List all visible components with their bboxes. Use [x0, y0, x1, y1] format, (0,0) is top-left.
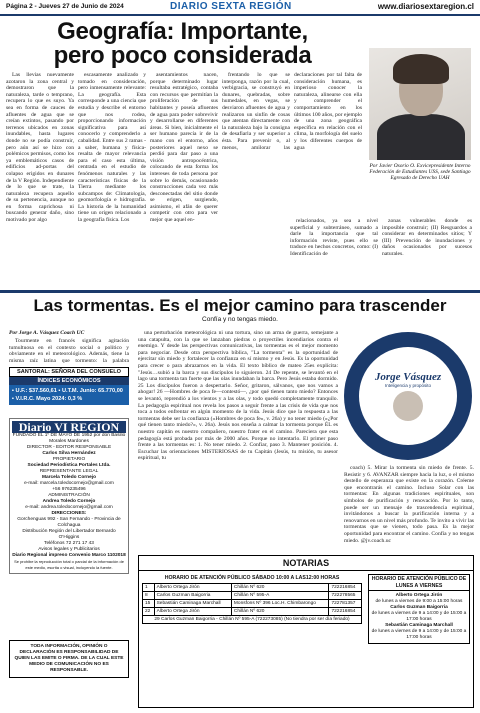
economic-indices	[9, 367, 129, 405]
masthead-box: Diario VI REGION FUNDADO EL 1º DE MAYO DE 1952 por don Basilio Morales Mardones DIRECTOR - EDITOR RESPONSABLE Carlos Silva Hernández PROPIETARIO Sociedad Periodística Portales Ltda. REPRESENTANTE LEGAL Marcela Toledo Cornejo e-mail: marcela.toledocornejo@gmail.com +56 976235496 ADMINISTRACIÓN Andrea Toledo Cornejo e-mail: andrea.toledocornejo@gmail.com DIRECCIONES: Gorchenguas 992 - San Fernando - Provincia de Colchagua Distribución Región del Libertador Bernardo O'Higgins Teléfonos 72 271 17 43 Avisos legales y Publicitarios Diario Regional impreso Convenio Marco 1102018 Se prohibe la reproducción total o parcial de la información de este medio, escrita o visual, incluyendo la fuente.	[9, 418, 129, 574]
page-date: Página 2 - Jueves 27 de Junio de 2024	[6, 3, 124, 10]
saturday-schedule: HORARIO DE ATENCIÓN PÚBLICO SÁBADO 10:00 A LAS12:00 HORAS 1 Alberto Ortega Jirón Chillán Nº 620 722216854 8 Carlos Guzman Baigorria Chillán Nº 595-A 722278565 15 Sebastián Caminaga Marchall Monsfons Nº 396 Loc.H. Chimbarongo 722781357 22 Alberto Ortega Jirón Chillán Nº 620 722216854 29 Carlos Guzman Baigorria - Chillán Nº 595-A (722273085) (No tiendra por ser día feriado)	[142, 574, 362, 624]
weekday-schedule: HORARIO DE ATENCIÓN PÚBLICO DE LUNES A VIERNES Alberto Ortega Jirón de lunes a viernes de 9:00 a 15:00 horas Carlos Guzman Baigorria de lunes a viernes de 9 a 14:00 y de 15:00 a 17:00 horas Sebastián Caminaga Marchall de lunes a viernes de 9 a 14:00 y de 15:00 a 17:00 horas	[368, 574, 470, 644]
author-photo	[369, 48, 471, 160]
notarias-title: NOTARIAS	[139, 556, 473, 571]
article2-subtitle: Confía y no tengas miedo.	[202, 316, 278, 323]
table-row: 22 Alberto Ortega Jirón Chillán Nº 620 722216854	[143, 607, 362, 615]
notarias-box	[138, 555, 474, 708]
indices-line1: ▪ U.F.: $37.560,61 ▪ U.T.M. Junio: 65.770,00	[12, 388, 123, 394]
article1-col3: asentamientos nacen, porque determinado lugar resultaba estratégico, contaba con recursos que permitían la proliferación de sus habitantes y poseía afluentes de agua para poder sobrevivir y desarrollarse en diferentes áreas. Si bien, inicialmente el ser humano parecía ir de la mano con el entorno, años posteriores aquel nexo se perdió para dar paso a una visión antropocéntrica, colocando de esta forma los intereses de toda persona por sobre lo demás, ocasionando construcciones cada vez más desconectadas del sitio donde se erigen, surgiendo, asimismo, el afán de querer competir con otro para ver mejor que aquel en-	[150, 72, 218, 224]
article1-col5: relacionados, ya sea a nivel superficial y subterráneo, sumado a darle la importancia que tal información reviste, pues ello se traduce en hechos concretos, como: (I) Identificación de	[290, 218, 378, 257]
article2-author: Por Jorge A. Vásquez Coach UC	[9, 330, 85, 336]
indices-line2: ▪ V.I.R.C. Mayo 2024: 0,3 %	[12, 396, 83, 402]
website-link[interactable]: www.diariosextaregion.cl	[377, 2, 474, 11]
article2-col3: coach) 5. Mirar la tormenta sin miedo de frente. 5. Resistir y 6. AVANZAR siempre hacia la luz, o el mismo destello de esperanza que existe en la corazón. Créeme que encontrarás el camino. Incluso Solar con las tormentas: En algunas tradiciones espirituales, son símbolos de purificación y renovación. Por lo tanto, puede ser un mensaje de trascendencia espiritual, invitándonos a buscar la purificación interna y a renovarnos en un nivel más profundo. Te invito a vivir las tormentas que se vienen, todo pasa. Es la mejor oportunidad para encontrar el camino. Confía y no tengas miedo. @jv.coach.uc	[344, 465, 474, 544]
article1-col6: zonas vulnerables donde es imposible construir; (II) Resguardos a considerar en determinados sitios; Y (III) Prevención de inundaciones y daños ocasionados por sucesos naturales.	[382, 218, 472, 257]
table-row: 8 Carlos Guzman Baigorria Chillán Nº 595-A 722278565	[143, 591, 362, 599]
coach-badge-logo: Jorge Vásquez Inteligencia y propósito	[344, 332, 472, 460]
article2-col2: una perturbación meteorológica ni una tortura, sino un arma de guerra, semejante a una catapulta, con la que se lanzaban piedras o proyectiles incendiarios contra el enemigo. Y desde las perspectivas comunicativas, las tormentas es el mejor momento para negociar. Desde otra perspectiva bíblica, "La tormenta" es la oportunidad de ejercitar sin miedo y fortalecer la confianza en sí mismo y en Jesús. Es la oportunidad para crecer o para abrazarnos en la vida. El texto bíblico de mateo 25es explícita: "Jesús…subió a la barca y sus discípulos lo siguieron. 24 De repente, se levantó en el lago una tormenta tan fuerte que las olas inundaban la barca. Pero Jesús estaba dormido. 25 Los discípulos fueron a despertarlo. Señor, gritaron, sálvanos, que nos vamos a ahogar! 26 —Hombres de poca fe—contestó—, ¿por qué tienen tanto miedo? Entonces se levantó, reprendió a los vientos y a las olas, y todo quedó completamente tranquilo. La pedagogía espiritual nos revela los pasos a seguir frente a las crisis de vida que nos toca a todos enfrentar en algún momento de la vida. Jesús dice que la respuesta a las tormentas debe ser la confianza (»Hombres de poca fe», v. 26a) y no tener miedo («¿Por qué tienen tanto miedo?», v. 26a). Jesús nos enseña a calmar la tormenta porque ÉL es nuestro capitán es nuestro compañero, nuestro frater en el camino. Pareciera que esta pedagogía está probada por más de 2000 años. Porque no intentarlo. El primer paso frente a las tormentas es: 1. No tener miedo. 2. Confiar, paso 3. Mantener posición. 4. Escuchar las orientaciones MISTERIOSAS de tu Capitán (Jesús, tu misión, tu asesor espiritual, tu	[138, 330, 338, 462]
article1-col2: escasamente analizado y tomado en consideración, pero inmensamente relevante: La geografía. Esta corresponde a una ciencia que estudia y describe el entorno que nos rodea, proporcionando información significativa para así conocerlo y comprenderlo a cabalidad. Entre sus 2 ramas -a saber, humana y física- resalta de mayor relevancia para el caso esta última, centrada en el estudio de fenómenos naturales y las características físicas de la Tierra mediante los subcampos de: Climatología, geomorfología e hidrografía. La historia de la humanidad tiene un origen relacionado a la geografía física. Los	[78, 72, 146, 224]
disclaimer-box: TODA INFORMACIÓN, OPINIÓN O DECLARACIÓN ES RESPONSABILIDAD DE QUIEN LAS EMITE O FIRMA. DE LA CUAL ESTE MEDIO DE COMUNICACIÓN NO ES RESPONSABLE.	[9, 640, 129, 678]
santoral: SANTORAL: SEÑORA DEL CONSUELO	[9, 367, 129, 377]
page-header	[0, 0, 480, 16]
table-row: 1 Alberto Ortega Jirón Chillán Nº 620 722216854	[143, 583, 362, 591]
article2-title: Las tormentas. Es el mejor camino para trascender	[33, 296, 447, 315]
newspaper-name: DIARIO SEXTA REGIÓN	[170, 1, 292, 12]
table-row: 15 Sebastián Caminaga Marchall Monsfons Nº 396 Loc.H. Chimbarongo 722781357	[143, 599, 362, 607]
author-caption: Por Javier Osorio O. Exvicepresidente Interno Federación de Estudiantes USS, sede Santiago Egresado de Derecho UAH	[369, 163, 471, 182]
avatar	[393, 391, 423, 421]
article1-col1: Las llevias nuevamente azotaron la zona central y demostraron que la naturaleza, tarde o temprano, recupera lo que es suyo. Ya sea en forma de cauces de afluentes de agua que se creían extintos, pasando por terrenos ubicados en zonas inundables, hasta lugares donde no se podía construir, pero aún así se hizo con polémicos permisos, como los ya emblemáticos casos de edificios ad-portas del colapso erigidos en dunares de la V Región. Independiente de lo que se trate, la naturaleza recupera aquello de su pertenencia, aunque no en forma caprichosa ni buscando generar daño, sino motivado por algo	[6, 72, 74, 224]
indices-title: ÍNDICES ECONÓMICOS	[9, 377, 129, 385]
masthead-logo: Diario VI REGION	[12, 421, 126, 433]
article1-title: Geografía: Importante, pero poco considerada	[53, 18, 312, 69]
section-divider	[0, 290, 480, 293]
article2-col1: Tourmente en francés significa agitación tumultuosa en el contexto social o político y obviamente en el meteorológico. Además, tiene la misma raíz latina que tormento: la palabra	[9, 338, 129, 364]
article1-col4: frentando lo que se interponga, razón por la cual, verbigracia, se construyó en dunares, quebradas, sobre humedales, en vegas, se desviaron afluentes de agua y realizaron un sinfín de cosas que atentan directamente con la naturaleza bajo la consigna de desafiarla y ser superior a ésta. Para prevenir o, al menos, amilorar las declaraciones por tal falta de consideración humana, es imperioso conocer la naturaleza, alinearse con ella y comprender el comportamiento en los últimos 100 años, por ejemplo de una zona geográfica específica en relación con el clima, la morfología del suelo y los diferentes cuerpos de agua	[222, 72, 362, 151]
